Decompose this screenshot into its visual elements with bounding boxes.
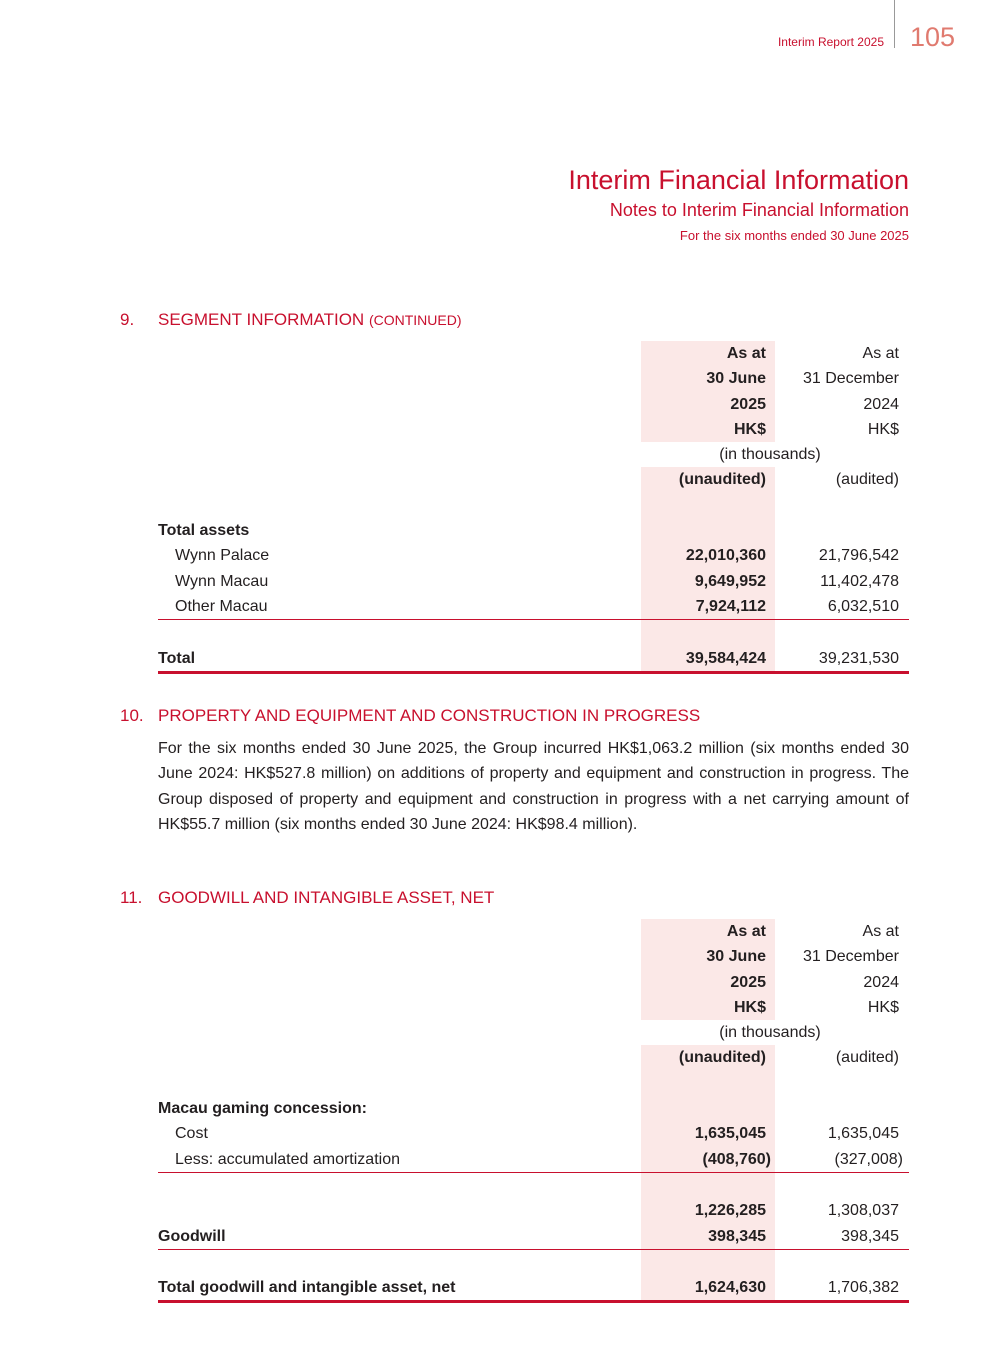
table-row: Wynn Macau 9,649,952 11,402,478: [158, 569, 909, 594]
section-title: PROPERTY AND EQUIPMENT AND CONSTRUCTION IN PROGRESS: [158, 706, 701, 725]
table-row: Cost 1,635,045 1,635,045: [158, 1121, 909, 1146]
units-row: (in thousands): [719, 446, 821, 464]
audit-status-row: (unaudited) (audited): [158, 1045, 909, 1070]
audit-status-row: (unaudited) (audited): [158, 467, 909, 492]
header-row: As at As at: [158, 919, 909, 944]
section-number: 10.: [120, 706, 144, 725]
segment-assets-table: [158, 341, 909, 674]
section-title: SEGMENT INFORMATION: [158, 310, 365, 329]
header-row: 2025 2024: [158, 970, 909, 995]
section-title: GOODWILL AND INTANGIBLE ASSET, NET: [158, 888, 495, 907]
goodwill-table: [158, 919, 909, 1303]
period-label: For the six months ended 30 June 2025: [679, 228, 909, 243]
header-divider: [894, 0, 895, 48]
header-row: HK$ HK$: [158, 995, 909, 1020]
section-number: 9.: [120, 310, 135, 329]
header-row: HK$ HK$: [158, 417, 909, 442]
page-subtitle: Notes to Interim Financial Information: [609, 200, 909, 220]
header-row: 2025 2024: [158, 392, 909, 417]
subtotal-row: 1,226,285 1,308,037: [158, 1198, 909, 1223]
header-row: As at As at: [158, 341, 909, 366]
units-row: (in thousands): [719, 1024, 821, 1042]
table-row: Less: accumulated amortization (408,760) (327,008): [158, 1147, 909, 1173]
report-name: Interim Report 2025: [777, 35, 884, 49]
total-row: Total 39,584,424 39,231,530: [158, 646, 909, 674]
group-row: Total assets: [158, 518, 909, 543]
header-row: 30 June 31 December: [158, 944, 909, 969]
table-row: Wynn Palace 22,010,360 21,796,542: [158, 543, 909, 568]
total-row: Total goodwill and intangible asset, net 1,624,630 1,706,382: [158, 1275, 909, 1303]
table-row: Other Macau 7,924,112 6,032,510: [158, 594, 909, 620]
section-suffix: (CONTINUED): [368, 312, 462, 328]
section-number: 11.: [120, 888, 143, 907]
page-number: 105: [910, 22, 956, 52]
header-row: 30 June 31 December: [158, 366, 909, 391]
goodwill-row: Goodwill 398,345 398,345: [158, 1224, 909, 1250]
section-10-paragraph: For the six months ended 30 June 2025, the Group incurred HK$1,063.2 million (six months ended 30 June 2024: HK$527.8 million) on additions of property and equipment and construction in progress. The Group disposed of property and equipment and construction in progress with a net carrying amount of HK$55.7 million (six months ended 30 June 2024: HK$98.4 million).: [158, 740, 909, 833]
page-title: Interim Financial Information: [568, 165, 909, 195]
group-row: Macau gaming concession:: [158, 1096, 909, 1121]
